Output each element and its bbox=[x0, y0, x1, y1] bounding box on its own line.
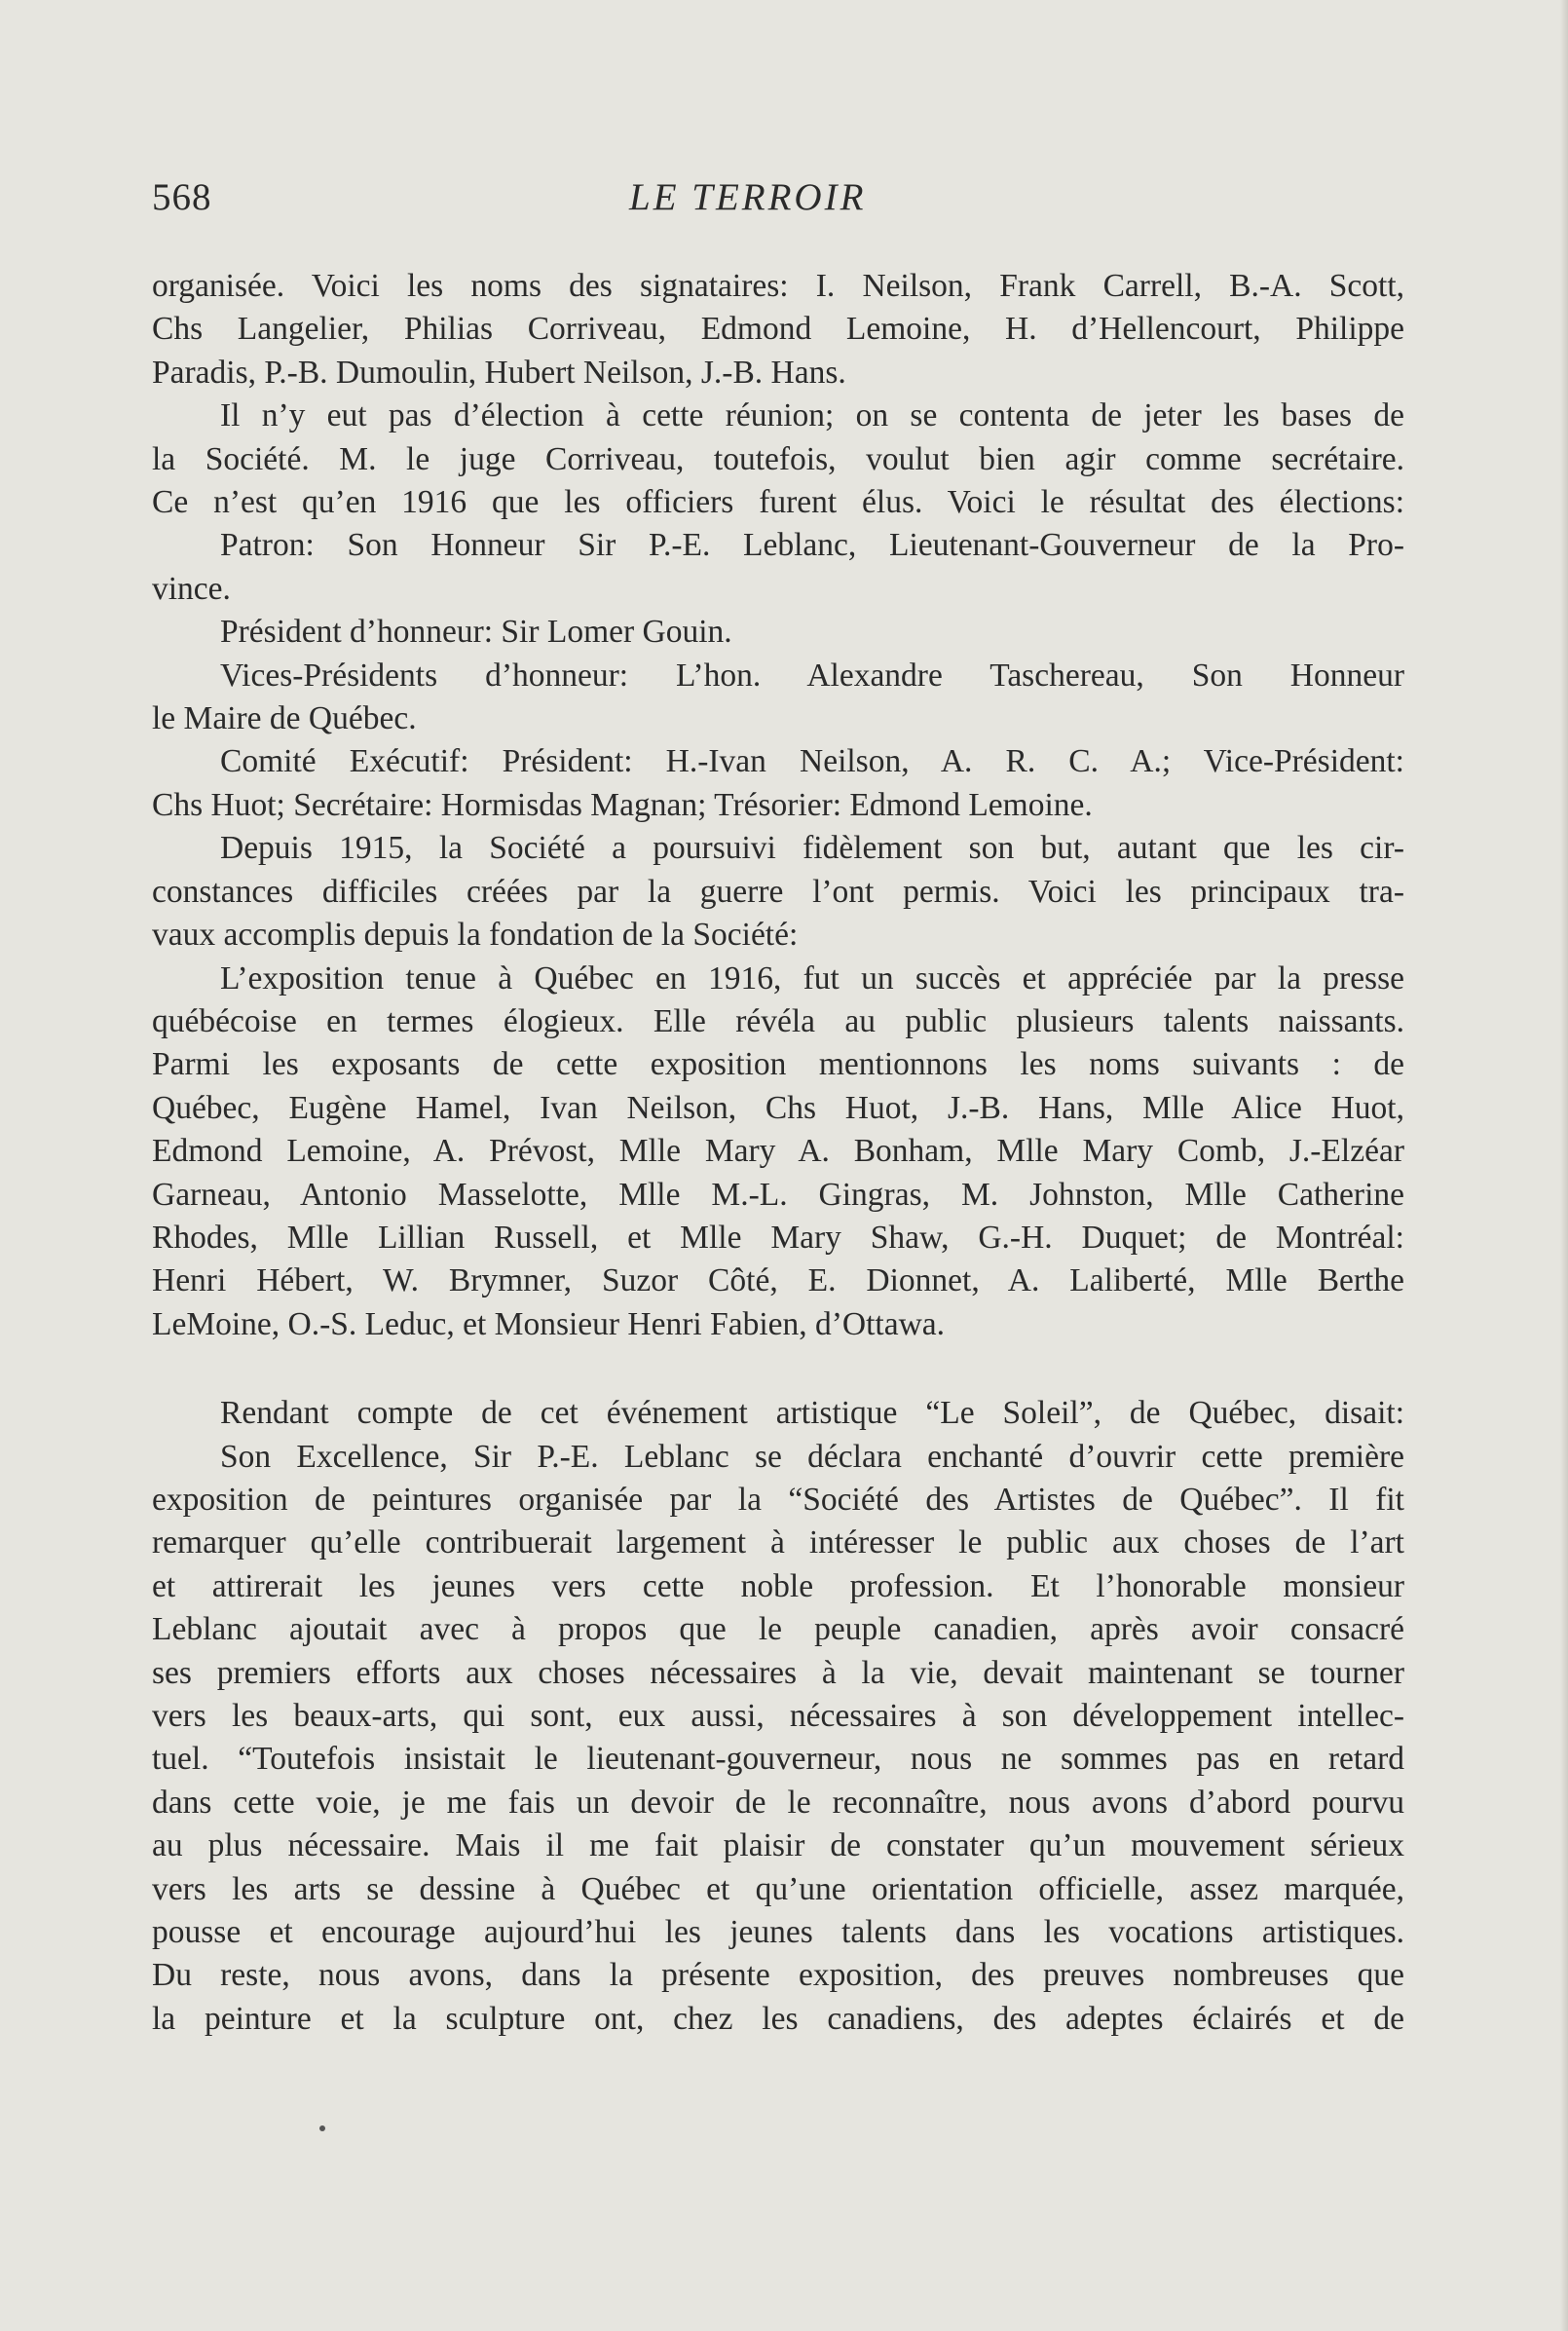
text-line: Rendant compte de cet événement artistique “Le Soleil”, de Québec, disait: bbox=[220, 1395, 1404, 1432]
text-line: dans cette voie, je me fais un devoir de le reconnaître, nous avons d’abord pourvu bbox=[152, 1784, 1404, 1821]
text-line: vers les beaux-arts, qui sont, eux aussi, nécessaires à son développement intellec- bbox=[152, 1698, 1404, 1734]
text-line: Comité Exécutif: Président: H.-Ivan Neilson, A. R. C. A.; Vice-Président: bbox=[220, 743, 1404, 780]
text-line: la Société. M. le juge Corriveau, toutefois, voulut bien agir comme secrétaire. bbox=[152, 440, 1404, 477]
paragraph-gap bbox=[152, 1346, 1404, 1392]
text-line: vaux accomplis depuis la fondation de la Société: bbox=[152, 917, 799, 954]
page-number: 568 bbox=[152, 176, 212, 218]
text-line: Garneau, Antonio Masselotte, Mlle M.-L. Gingras, M. Johnston, Mlle Catherine bbox=[152, 1176, 1404, 1213]
text-line: au plus nécessaire. Mais il me fait plaisir de constater qu’un mouvement sérieux bbox=[152, 1827, 1404, 1864]
text-line: exposition de peintures organisée par la “Société des Artistes de Québec”. Il fit bbox=[152, 1481, 1404, 1518]
text-line: Son Excellence, Sir P.-E. Leblanc se déclara enchanté d’ouvrir cette première bbox=[220, 1438, 1404, 1475]
text-line: Du reste, nous avons, dans la présente exposition, des preuves nombreuses que bbox=[152, 1957, 1404, 1994]
text-line: vince. bbox=[152, 570, 231, 607]
text-line: Président d’honneur: Sir Lomer Gouin. bbox=[220, 614, 732, 651]
text-line: Chs Langelier, Philias Corriveau, Edmond Lemoine, H. d’Hellencourt, Philippe bbox=[152, 311, 1404, 348]
text-line: L’exposition tenue à Québec en 1916, fut un succès et appréciée par la presse bbox=[220, 959, 1404, 996]
page-header bbox=[152, 175, 1408, 234]
text-line: Henri Hébert, W. Brymner, Suzor Côté, E. Dionnet, A. Laliberté, Mlle Berthe bbox=[152, 1262, 1404, 1299]
text-line: Patron: Son Honneur Sir P.-E. Leblanc, Lieutenant-Gouverneur de la Pro- bbox=[220, 527, 1404, 564]
text-line: Edmond Lemoine, A. Prévost, Mlle Mary A. Bonham, Mlle Mary Comb, J.-Elzéar bbox=[152, 1133, 1404, 1170]
body-text bbox=[152, 265, 1404, 2041]
text-line: et attirerait les jeunes vers cette noble profession. Et l’honorable monsieur bbox=[152, 1567, 1404, 1604]
text-line: Rhodes, Mlle Lillian Russell, et Mlle Mary Shaw, G.-H. Duquet; de Montréal: bbox=[152, 1219, 1404, 1256]
text-line: le Maire de Québec. bbox=[152, 700, 417, 737]
text-line: constances difficiles créées par la guerre l’ont permis. Voici les principaux tra- bbox=[152, 873, 1404, 910]
text-line: Chs Huot; Secrétaire: Hormisdas Magnan; Trésorier: Edmond Lemoine. bbox=[152, 786, 1093, 823]
text-line: la peinture et la sculpture ont, chez les canadiens, des adeptes éclairés et de bbox=[152, 2000, 1404, 2037]
running-title: LE TERROIR bbox=[629, 176, 867, 218]
ink-speck bbox=[319, 2125, 325, 2131]
text-line: Depuis 1915, la Société a poursuivi fidèlement son but, autant que les cir- bbox=[220, 830, 1404, 867]
text-line: Ce n’est qu’en 1916 que les officiers furent élus. Voici le résultat des élections: bbox=[152, 484, 1404, 521]
text-line: ses premiers efforts aux choses nécessaires à la vie, devait maintenant se tourner bbox=[152, 1654, 1404, 1691]
text-line: tuel. “Toutefois insistait le lieutenant-gouverneur, nous ne sommes pas en retard bbox=[152, 1741, 1404, 1778]
text-line: pousse et encourage aujourd’hui les jeunes talents dans les vocations artistiques. bbox=[152, 1914, 1404, 1951]
text-line: Paradis, P.-B. Dumoulin, Hubert Neilson, J.-B. Hans. bbox=[152, 354, 846, 391]
text-line: Vices-Présidents d’honneur: L’hon. Alexandre Taschereau, Son Honneur bbox=[220, 657, 1404, 694]
page-edge-shadow bbox=[1560, 0, 1568, 2331]
text-line: Il n’y eut pas d’élection à cette réunion; on se contenta de jeter les bases de bbox=[220, 397, 1404, 434]
text-line: Leblanc ajoutait avec à propos que le peuple canadien, après avoir consacré bbox=[152, 1611, 1404, 1648]
text-line: LeMoine, O.-S. Leduc, et Monsieur Henri Fabien, d’Ottawa. bbox=[152, 1305, 946, 1342]
text-line: québécoise en termes élogieux. Elle révéla au public plusieurs talents naissants. bbox=[152, 1002, 1404, 1039]
text-line: Québec, Eugène Hamel, Ivan Neilson, Chs Huot, J.-B. Hans, Mlle Alice Huot, bbox=[152, 1089, 1404, 1126]
text-line: organisée. Voici les noms des signataires: I. Neilson, Frank Carrell, B.-A. Scott, bbox=[152, 268, 1404, 304]
text-line: vers les arts se dessine à Québec et qu’une orientation officielle, assez marquée, bbox=[152, 1870, 1404, 1907]
text-line: Parmi les exposants de cette exposition mentionnons les noms suivants : de bbox=[152, 1046, 1404, 1083]
text-line: remarquer qu’elle contribuerait largement à intéresser le public aux choses de l’art bbox=[152, 1524, 1404, 1561]
